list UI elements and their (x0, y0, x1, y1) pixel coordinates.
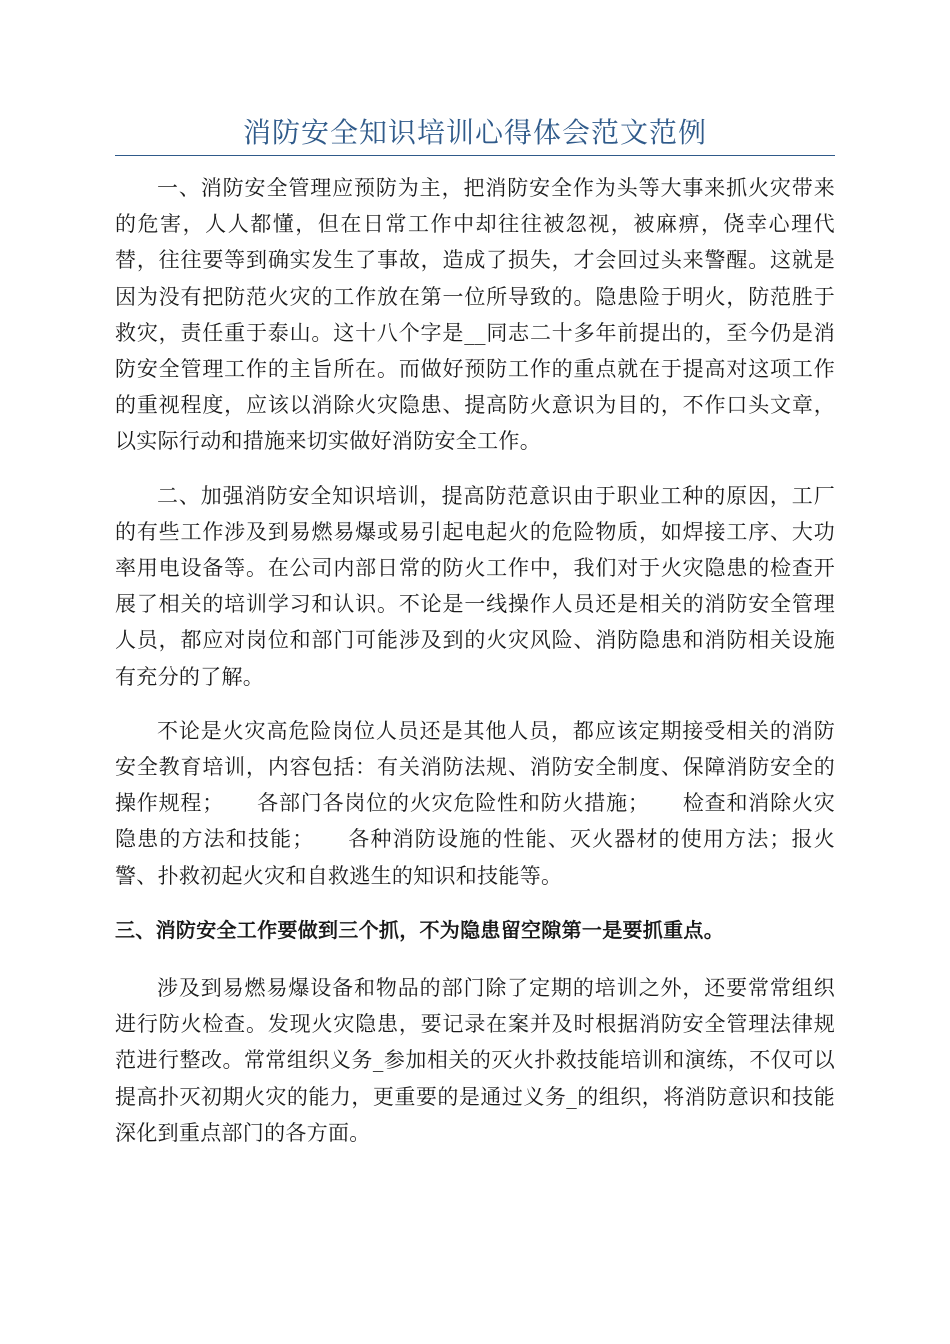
document-title: 消防安全知识培训心得体会范文范例 (242, 116, 707, 149)
section-heading-3: 三、消防安全工作要做到三个抓，不为隐患留空隙第一是要抓重点。 (115, 917, 724, 942)
paragraph-2: 二、加强消防安全知识培训，提高防范意识由于职业工种的原因，工厂的有些工作涉及到易燃易爆或易引起电起火的危险物质，如焊接工序、大功率用电设备等。在公司内部日常的防火工作中，我们对于火灾隐患的检查开展了相关的培训学习和认识。不论是一线操作人员还是相关的消防安全管理人员，都应对岗位和部门可能涉及到的火灾风险、消防隐患和消防相关设施有充分的了解。 (115, 483, 835, 689)
paragraph-1: 一、消防安全管理应预防为主，把消防安全作为头等大事来抓火灾带来的危害，人人都懂，但在日常工作中却往往被忽视，被麻痹，侥幸心理代替，往往要等到确实发生了事故，造成了损失，才会回过头来警醒。这就是因为没有把防范火灾的工作放在第一位所导致的。隐患险于明火，防范胜于救灾，责任重于泰山。这十八个字是__同志二十多年前提出的，至今仍是消防安全管理工作的主旨所在。而做好预防工作的重点就在于提高对这项工作的重视程度，应该以消除火灾隐患、提高防火意识为目的，不作口头文章，以实际行动和措施来切实做好消防安全工作。 (115, 176, 835, 454)
title-underline (115, 155, 835, 156)
paragraph-3: 不论是火灾高危险岗位人员还是其他人员，都应该定期接受相关的消防安全教育培训，内容包括：有关消防法规、消防安全制度、保障消防安全的操作规程； 各部门各岗位的火灾危险性和防火措施； 检查和消除火灾隐患的方法和技能； 各种消防设施的性能、灭火器材的使用方法；报火警、扑救初起火灾和自救逃生的知识和技能等。 (115, 718, 835, 888)
paragraph-4: 涉及到易燃易爆设备和物品的部门除了定期的培训之外，还要常常组织进行防火检查。发现火灾隐患，要记录在案并及时根据消防安全管理法律规范进行整改。常常组织义务_参加相关的灭火扑救技能培训和演练，不仅可以提高扑灭初期火灾的能力，更重要的是通过义务_的组织，将消防意识和技能深化到重点部门的各方面。 (115, 976, 835, 1145)
document-body (115, 170, 835, 1169)
